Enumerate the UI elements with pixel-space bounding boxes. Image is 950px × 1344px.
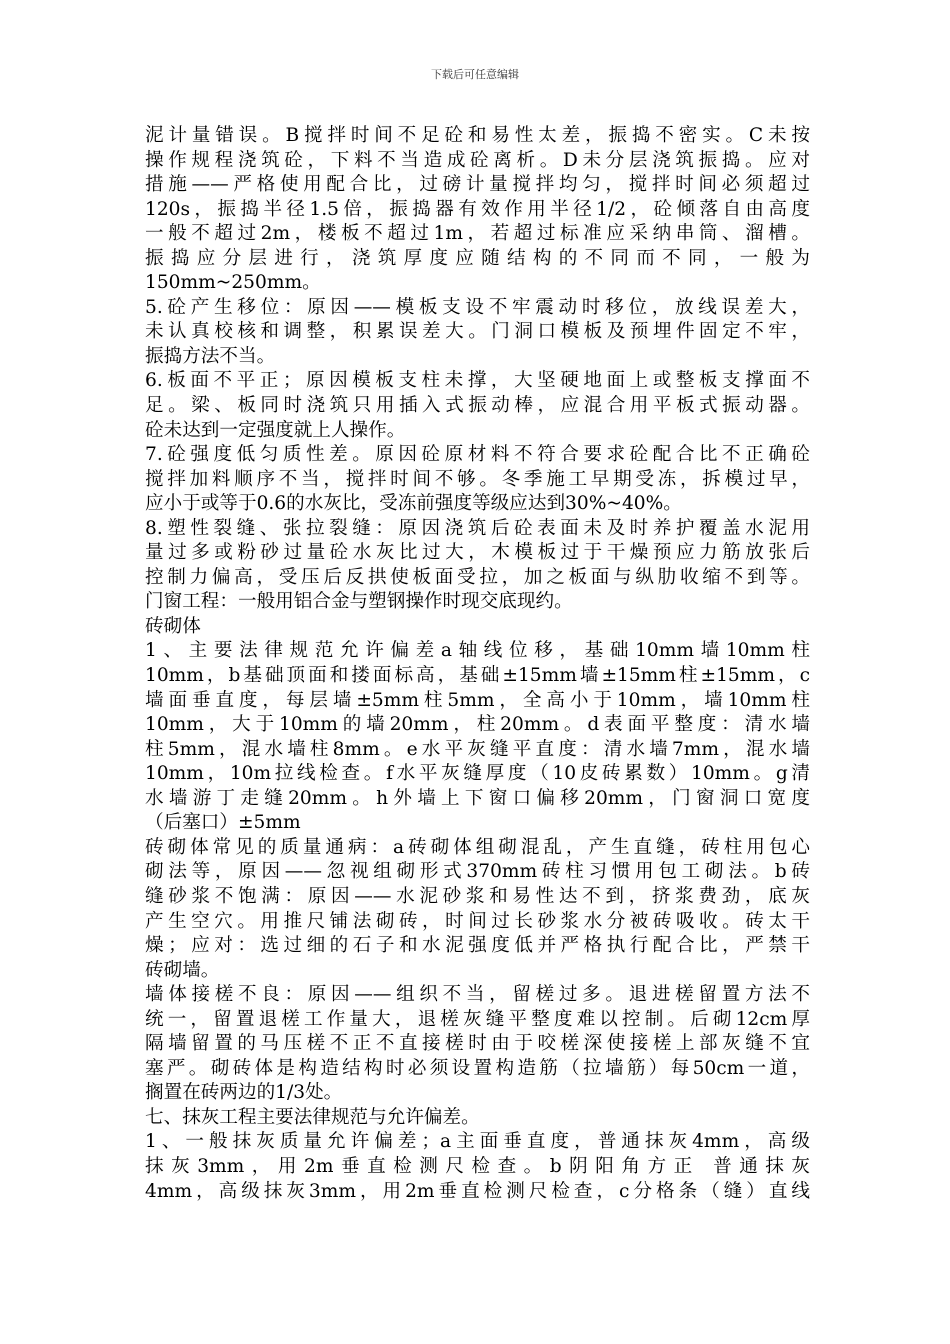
text-line: 柱5mm，混水墙柱8mm。e水平灰缝平直度：清水墙7mm，混水墙 xyxy=(145,738,810,760)
text-line: 振捣应分层进行，浇筑厚度应随结构的不同而不同，一般为 xyxy=(145,247,810,269)
text-line: 150mm~250mm。 xyxy=(145,272,321,294)
text-line: 1、主要法律规范允许偏差a轴线位移，基础10mm墙10mm柱 xyxy=(145,640,810,662)
text-line: 一般不超过2m，楼板不超过1m，若超过标准应采纳串筒、溜槽。 xyxy=(145,223,810,245)
text-line: 砖砌墙。 xyxy=(145,959,220,981)
text-line: 7.砼强度低匀质性差。原因砼原材料不符合要求砼配合比不正确砼 xyxy=(145,444,810,466)
text-line: 墙体接槎不良：原因——组织不当，留槎过多。退进槎留置方法不 xyxy=(145,984,810,1006)
text-line: 量过多或粉砂过量砼水灰比过大，木模板过于干燥预应力筋放张后 xyxy=(145,542,810,564)
text-line: 操作规程浇筑砼，下料不当造成砼离析。D未分层浇筑振捣。应对 xyxy=(145,149,810,171)
text-line: 砖砌体常见的质量通病：a砖砌体组砌混乱，产生直缝，砖柱用包心 xyxy=(145,836,810,858)
text-line: 6.板面不平正；原因模板支柱未撑，大坚硬地面上或整板支撑面不 xyxy=(145,370,810,392)
text-line: 砌法等，原因——忽视组砌形式370mm砖柱习惯用包工砌法。b砖 xyxy=(145,861,810,883)
text-line: 控制力偏高，受压后反拱使板面受拉，加之板面与纵肋收缩不到等。 xyxy=(145,566,810,588)
text-line: 泥计量错误。B搅拌时间不足砼和易性太差，振捣不密实。C未按 xyxy=(145,125,810,146)
text-line: 10mm，大于10mm的墙20mm，柱20mm。d表面平整度：清水墙 xyxy=(145,714,810,736)
text-line: （后塞口）±5mm xyxy=(145,812,301,834)
text-line: 10mm，10m拉线检查。f水平灰缝厚度（10皮砖累数）10mm。g清 xyxy=(145,763,810,785)
text-line: 搁置在砖两边的1/3处。 xyxy=(145,1082,343,1104)
text-line: 8.塑性裂缝、张拉裂缝：原因浇筑后砼表面未及时养护覆盖水泥用 xyxy=(145,517,810,539)
text-line: 门窗工程：一般用铝合金与塑钢操作时现交底现约。 xyxy=(145,591,573,613)
text-line: 水墙游丁走缝20mm。h外墙上下窗口偏移20mm，门窗洞口宽度 xyxy=(145,787,810,809)
text-line: 抹灰3mm，用2m垂直检测尺检查。b阴阳角方正 普通抹灰 xyxy=(145,1155,810,1177)
text-line: 足。梁、板同时浇筑只用插入式振动棒，应混合用平板式振动器。 xyxy=(145,395,810,417)
text-line: 七、抹灰工程主要法律规范与允许偏差。 xyxy=(145,1106,480,1128)
document-body xyxy=(145,124,810,1204)
page-header: 下载后可任意编辑 xyxy=(431,68,519,81)
text-line: 产生空穴。用推尺铺法砌砖，时间过长砂浆水分被砖吸收。砖太干 xyxy=(145,910,810,932)
text-line: 砼未达到一定强度就上人操作。 xyxy=(145,419,406,441)
text-line: 4mm，高级抹灰3mm，用2m垂直检测尺检查，c分格条（缝）直线 xyxy=(145,1180,810,1202)
text-line: 搅拌加料顺序不当，搅拌时间不够。冬季施工早期受冻，拆模过早， xyxy=(145,468,810,490)
text-line: 应小于或等于0.6的水灰比，受冻前强度等级应达到30%~40%。 xyxy=(145,493,682,515)
text-line: 10mm，b基础顶面和搂面标高，基础±15mm墙±15mm柱±15mm，c xyxy=(145,665,810,687)
text-line: 墙面垂直度，每层墙±5mm柱5mm，全高小于10mm，墙10mm柱 xyxy=(145,689,810,711)
text-line: 振捣方法不当。 xyxy=(145,345,276,367)
text-line: 措施——严格使用配合比，过磅计量搅拌均匀，搅拌时间必须超过 xyxy=(145,174,810,196)
text-line: 1、一般抹灰质量允许偏差；a主面垂直度，普通抹灰4mm，高级 xyxy=(145,1131,810,1153)
text-line: 隔墙留置的马压槎不正不直接槎时由于咬槎深使接槎上部灰缝不宜 xyxy=(145,1033,810,1055)
text-line: 砖砌体 xyxy=(145,615,201,637)
text-line: 120s，振捣半径1.5倍，振捣器有效作用半径1/2，砼倾落自由高度 xyxy=(145,198,810,220)
text-line: 统一，留置退槎工作量大，退槎灰缝平整度难以控制。后砌12cm厚 xyxy=(145,1008,810,1030)
text-line: 燥；应对：选过细的石子和水泥强度低并严格执行配合比，严禁干 xyxy=(145,935,810,957)
text-line: 塞严。砌砖体是构造结构时必须设置构造筋（拉墙筋）每50cm一道， xyxy=(145,1057,810,1079)
text-line: 缝砂浆不饱满：原因——水泥砂浆和易性达不到，挤浆费劲，底灰 xyxy=(145,885,810,907)
text-line: 5.砼产生移位：原因——模板支设不牢震动时移位，放线误差大， xyxy=(145,296,810,318)
text-line: 未认真校核和调整，积累误差大。门洞口模板及预埋件固定不牢， xyxy=(145,321,810,343)
